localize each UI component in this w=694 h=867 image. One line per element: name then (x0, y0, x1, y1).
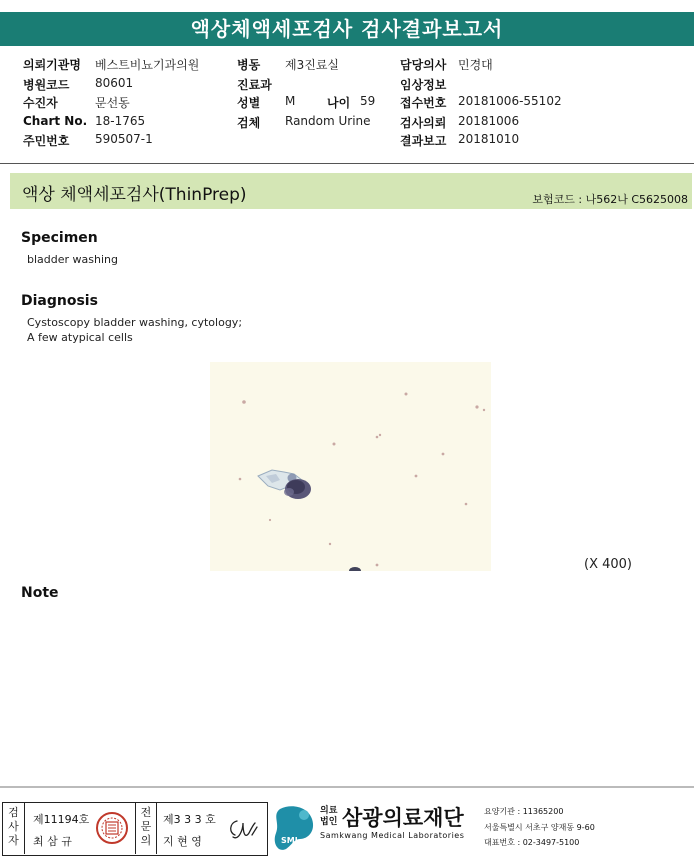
chart-label: Chart No. (23, 114, 88, 128)
insurance-code: 보험코드 : 나562나 C5625008 (532, 193, 688, 206)
chart-value: 18-1765 (95, 114, 146, 128)
hospital-value: 베스트비뇨기과의원 (95, 58, 200, 72)
request-label: 검사의뢰 (400, 116, 447, 130)
age-label: 나이 (327, 96, 351, 110)
divider (0, 163, 694, 164)
vertical-char: 의 (140, 834, 152, 847)
info-row (0, 56, 694, 73)
code-value: 80601 (95, 76, 134, 90)
lab-name: 삼광의료재단 (342, 806, 464, 830)
ward-label: 병동 (237, 58, 261, 72)
signature-box (2, 802, 268, 856)
corp-label-2: 법인 (320, 817, 338, 827)
specialist-signature (225, 813, 263, 845)
sml-logo-icon (272, 803, 316, 853)
inspector-seal-icon (95, 811, 129, 845)
logo-badge: SML (281, 836, 300, 845)
vertical-char: 전 (140, 806, 152, 819)
specialist-license: 제3 3 3 호 (163, 813, 216, 826)
inspector-vertical-label (3, 803, 25, 854)
patient-value: 문선동 (95, 96, 130, 110)
inspector-name: 최 삼 규 (33, 835, 72, 848)
diagnosis-heading: Diagnosis (21, 293, 98, 309)
vertical-char: 자 (8, 834, 19, 847)
specimen-text: bladder washing (27, 253, 118, 266)
lab-address: 서울특별시 서초구 양재동 9-60 (484, 823, 595, 832)
sex-label: 성별 (237, 96, 261, 110)
vertical-char: 사 (8, 820, 19, 833)
vertical-char: 검 (8, 806, 19, 819)
patient-info-block (0, 56, 694, 156)
doctor-label: 담당의사 (400, 58, 447, 72)
diagnosis-line-2: A few atypical cells (27, 331, 133, 344)
diagnosis-line-1: Cystoscopy bladder washing, cytology; (27, 316, 243, 329)
age-value: 59 (360, 94, 376, 108)
ward-value: 제3진료실 (285, 58, 340, 72)
hospital-label: 의뢰기관명 (23, 58, 81, 72)
specimen-type-label: 검체 (237, 116, 261, 130)
receipt-value: 20181006-55102 (458, 94, 562, 108)
report-label: 결과보고 (400, 134, 447, 148)
info-row (0, 76, 694, 93)
info-row (0, 114, 694, 131)
info-row (0, 94, 694, 111)
sex-value: M (285, 94, 296, 108)
clinical-label: 임상정보 (400, 78, 447, 92)
id-value: 590507-1 (95, 132, 153, 146)
request-value: 20181006 (458, 114, 520, 128)
patient-label: 수진자 (23, 96, 58, 110)
specimen-type-value: Random Urine (285, 114, 371, 128)
specialist-name: 지 현 영 (163, 835, 202, 848)
receipt-label: 접수번호 (400, 96, 447, 110)
report-value: 20181010 (458, 132, 520, 146)
code-label: 병원코드 (23, 78, 70, 92)
lab-logo (272, 803, 316, 857)
lab-org-code: 요양기관 : 11365200 (484, 807, 564, 816)
report-title: 액상체액세포검사 검사결과보고서 (0, 12, 694, 46)
dept-label: 진료과 (237, 78, 272, 92)
footer-divider (0, 786, 694, 788)
section-title: 액상 체액세포검사(ThinPrep) (22, 185, 247, 205)
info-row (0, 132, 694, 149)
vertical-char: 문 (140, 820, 152, 833)
lab-english-name: Samkwang Medical Laboratories (320, 831, 465, 840)
microscope-image (210, 362, 491, 571)
doctor-value: 민경대 (458, 58, 493, 72)
specialist-vertical-label (135, 803, 157, 854)
note-heading: Note (21, 585, 59, 601)
inspector-license: 제11194호 (33, 813, 90, 826)
section-header (10, 173, 692, 209)
magnification-label: (X 400) (584, 557, 632, 572)
corp-label-1: 의료 (320, 806, 338, 816)
cytology-micrograph (210, 362, 491, 571)
lab-phone: 대표번호 : 02-3497-5100 (484, 838, 580, 847)
specimen-heading: Specimen (21, 230, 98, 246)
id-label: 주민번호 (23, 134, 70, 148)
